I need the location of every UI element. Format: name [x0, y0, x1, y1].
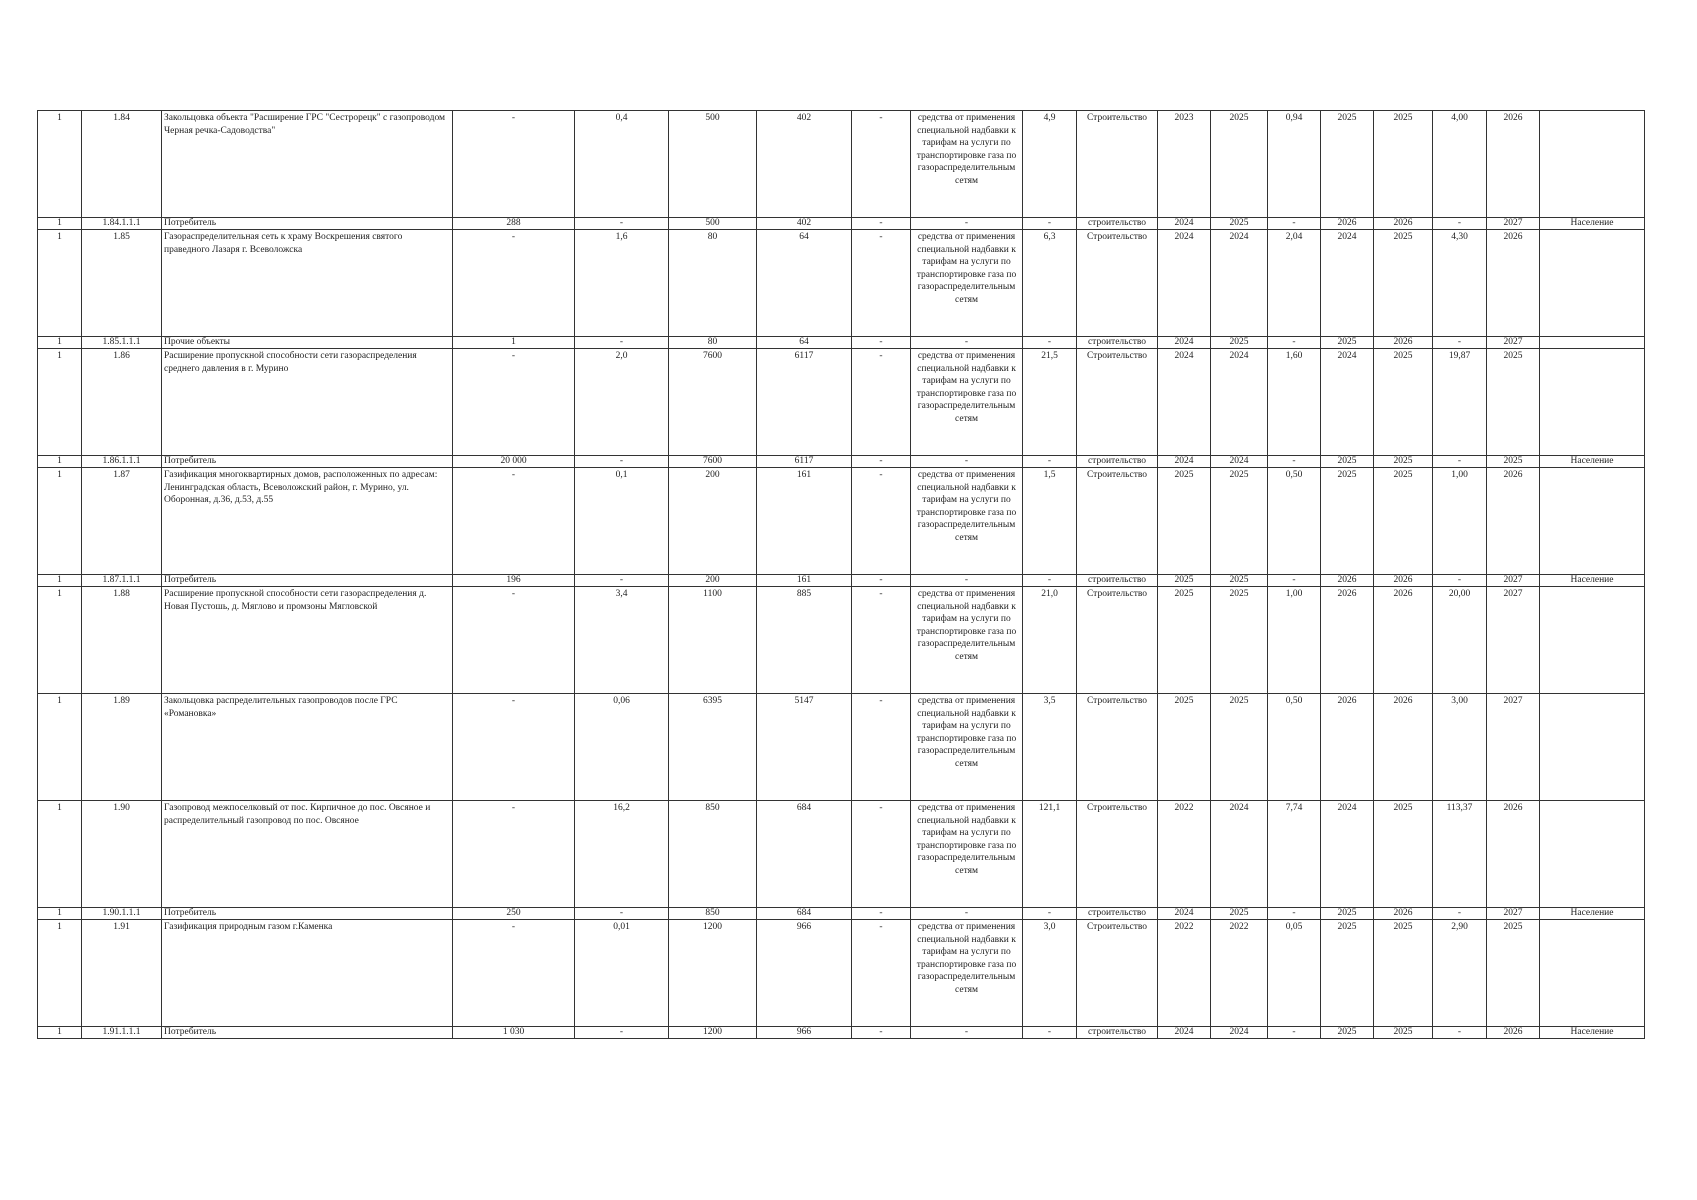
item-number-cell: 1.86	[82, 349, 162, 456]
year-b-cell: 2026	[1374, 908, 1433, 920]
funding-source-cell: средства от применения специальной надбавки к тарифам на услуги по транспортировке газа по газораспределительным сетям	[911, 694, 1023, 801]
start-year-cell: 2025	[1158, 468, 1211, 575]
year-b-cell: 2025	[1374, 111, 1433, 218]
cost-part1-cell: 0,50	[1268, 468, 1321, 575]
start-year-cell: 2024	[1158, 908, 1211, 920]
end-year-cell: 2024	[1211, 230, 1268, 337]
completion-year-cell: 2025	[1487, 349, 1540, 456]
capacity-cell: 7600	[669, 456, 757, 468]
funding-source-cell: средства от применения специальной надбавки к тарифам на услуги по транспортировке газа по газораспределительным сетям	[911, 801, 1023, 908]
consumer-row	[38, 337, 1645, 349]
length-km-cell: 3,4	[575, 587, 669, 694]
consumers-count-cell: -	[453, 111, 575, 218]
cost-part1-cell: 0,50	[1268, 694, 1321, 801]
cost-cell: -	[1023, 575, 1077, 587]
item-number-cell: 1.90.1.1.1	[82, 908, 162, 920]
work-type-cell: Строительство	[1077, 230, 1158, 337]
consumer-row	[38, 456, 1645, 468]
year-b-cell: 2025	[1374, 468, 1433, 575]
completion-year-cell: 2026	[1487, 111, 1540, 218]
year-b-cell: 2025	[1374, 349, 1433, 456]
row-level-cell: 1	[38, 908, 82, 920]
extra-cell: -	[852, 218, 911, 230]
cost-part1-cell: 1,60	[1268, 349, 1321, 456]
length-km-cell: -	[575, 337, 669, 349]
start-year-cell: 2024	[1158, 1027, 1211, 1039]
work-type-cell: строительство	[1077, 337, 1158, 349]
volume-cell: 64	[757, 230, 852, 337]
work-type-cell: Строительство	[1077, 694, 1158, 801]
start-year-cell: 2024	[1158, 456, 1211, 468]
end-year-cell: 2025	[1211, 111, 1268, 218]
project-row	[38, 801, 1645, 908]
item-number-cell: 1.91.1.1.1	[82, 1027, 162, 1039]
project-row	[38, 230, 1645, 337]
row-level-cell: 1	[38, 218, 82, 230]
start-year-cell: 2024	[1158, 337, 1211, 349]
capacity-cell: 1200	[669, 920, 757, 1027]
row-level-cell: 1	[38, 920, 82, 1027]
cost-cell: -	[1023, 337, 1077, 349]
volume-cell: 684	[757, 908, 852, 920]
work-type-cell: строительство	[1077, 1027, 1158, 1039]
end-year-cell: 2024	[1211, 1027, 1268, 1039]
consumers-count-cell: -	[453, 801, 575, 908]
object-name-cell: Газопровод межпоселковый от пос. Кирпичное до пос. Овсяное и распределительный газопровод по пос. Овсяное	[162, 801, 453, 908]
extra-cell: -	[852, 920, 911, 1027]
consumers-count-cell: 1 030	[453, 1027, 575, 1039]
consumers-count-cell: 196	[453, 575, 575, 587]
completion-year-cell: 2025	[1487, 920, 1540, 1027]
cost-part1-cell: -	[1268, 908, 1321, 920]
funding-source-cell: -	[911, 337, 1023, 349]
year-b-cell: 2025	[1374, 920, 1433, 1027]
cost-part1-cell: 1,00	[1268, 587, 1321, 694]
cost-part2-cell: -	[1433, 575, 1487, 587]
year-b-cell: 2026	[1374, 694, 1433, 801]
row-level-cell: 1	[38, 694, 82, 801]
volume-cell: 966	[757, 920, 852, 1027]
start-year-cell: 2025	[1158, 587, 1211, 694]
cost-part2-cell: 3,00	[1433, 694, 1487, 801]
item-number-cell: 1.89	[82, 694, 162, 801]
row-level-cell: 1	[38, 456, 82, 468]
year-a-cell: 2026	[1321, 587, 1374, 694]
completion-year-cell: 2027	[1487, 694, 1540, 801]
volume-cell: 885	[757, 587, 852, 694]
project-row	[38, 694, 1645, 801]
length-km-cell: 0,4	[575, 111, 669, 218]
start-year-cell: 2024	[1158, 349, 1211, 456]
capacity-cell: 80	[669, 337, 757, 349]
object-name-cell: Потребитель	[162, 456, 453, 468]
year-b-cell: 2026	[1374, 575, 1433, 587]
item-number-cell: 1.87.1.1.1	[82, 575, 162, 587]
cost-part1-cell: -	[1268, 456, 1321, 468]
consumer-category-cell: Население	[1540, 456, 1645, 468]
item-number-cell: 1.85	[82, 230, 162, 337]
cost-cell: 21,5	[1023, 349, 1077, 456]
consumer-category-cell: Население	[1540, 1027, 1645, 1039]
work-type-cell: строительство	[1077, 575, 1158, 587]
end-year-cell: 2025	[1211, 575, 1268, 587]
length-km-cell: 0,06	[575, 694, 669, 801]
cost-cell: 121,1	[1023, 801, 1077, 908]
volume-cell: 402	[757, 111, 852, 218]
year-a-cell: 2025	[1321, 908, 1374, 920]
cost-cell: 6,3	[1023, 230, 1077, 337]
consumer-category-cell	[1540, 587, 1645, 694]
year-a-cell: 2026	[1321, 694, 1374, 801]
cost-cell: 3,0	[1023, 920, 1077, 1027]
gas-projects-table	[37, 110, 1645, 1039]
consumer-category-cell	[1540, 230, 1645, 337]
extra-cell: -	[852, 337, 911, 349]
cost-cell: 21,0	[1023, 587, 1077, 694]
cost-part1-cell: -	[1268, 337, 1321, 349]
cost-cell: -	[1023, 456, 1077, 468]
funding-source-cell: -	[911, 575, 1023, 587]
capacity-cell: 850	[669, 908, 757, 920]
table-body	[38, 111, 1645, 1039]
object-name-cell: Потребитель	[162, 575, 453, 587]
end-year-cell: 2024	[1211, 349, 1268, 456]
funding-source-cell: средства от применения специальной надбавки к тарифам на услуги по транспортировке газа по газораспределительным сетям	[911, 111, 1023, 218]
extra-cell: -	[852, 230, 911, 337]
year-b-cell: 2026	[1374, 218, 1433, 230]
year-b-cell: 2026	[1374, 337, 1433, 349]
length-km-cell: -	[575, 456, 669, 468]
end-year-cell: 2025	[1211, 337, 1268, 349]
cost-part2-cell: -	[1433, 456, 1487, 468]
cost-part2-cell: 4,30	[1433, 230, 1487, 337]
length-km-cell: -	[575, 218, 669, 230]
consumer-category-cell	[1540, 111, 1645, 218]
capacity-cell: 200	[669, 575, 757, 587]
object-name-cell: Закольцовка распределительных газопроводов после ГРС «Романовка»	[162, 694, 453, 801]
volume-cell: 6117	[757, 456, 852, 468]
work-type-cell: Строительство	[1077, 349, 1158, 456]
object-name-cell: Потребитель	[162, 1027, 453, 1039]
length-km-cell: -	[575, 575, 669, 587]
cost-part1-cell: -	[1268, 218, 1321, 230]
object-name-cell: Газораспределительная сеть к храму Воскрешения святого праведного Лазаря г. Всеволожска	[162, 230, 453, 337]
cost-part1-cell: 2,04	[1268, 230, 1321, 337]
capacity-cell: 850	[669, 801, 757, 908]
cost-part2-cell: 1,00	[1433, 468, 1487, 575]
consumers-count-cell: -	[453, 920, 575, 1027]
year-a-cell: 2025	[1321, 1027, 1374, 1039]
cost-part2-cell: 2,90	[1433, 920, 1487, 1027]
cost-part2-cell: 19,87	[1433, 349, 1487, 456]
work-type-cell: строительство	[1077, 218, 1158, 230]
work-type-cell: Строительство	[1077, 801, 1158, 908]
project-row	[38, 587, 1645, 694]
end-year-cell: 2024	[1211, 456, 1268, 468]
consumers-count-cell: 1	[453, 337, 575, 349]
project-row	[38, 111, 1645, 218]
consumers-count-cell: 250	[453, 908, 575, 920]
start-year-cell: 2022	[1158, 801, 1211, 908]
row-level-cell: 1	[38, 337, 82, 349]
extra-cell: -	[852, 111, 911, 218]
work-type-cell: Строительство	[1077, 111, 1158, 218]
cost-part2-cell: -	[1433, 218, 1487, 230]
extra-cell: -	[852, 468, 911, 575]
length-km-cell: 1,6	[575, 230, 669, 337]
capacity-cell: 80	[669, 230, 757, 337]
year-b-cell: 2025	[1374, 230, 1433, 337]
cost-part1-cell: 0,94	[1268, 111, 1321, 218]
year-b-cell: 2025	[1374, 456, 1433, 468]
funding-source-cell: -	[911, 1027, 1023, 1039]
cost-part2-cell: 113,37	[1433, 801, 1487, 908]
consumer-category-cell	[1540, 349, 1645, 456]
end-year-cell: 2025	[1211, 587, 1268, 694]
consumer-row	[38, 575, 1645, 587]
row-level-cell: 1	[38, 1027, 82, 1039]
end-year-cell: 2025	[1211, 908, 1268, 920]
extra-cell: -	[852, 587, 911, 694]
project-row	[38, 349, 1645, 456]
year-a-cell: 2026	[1321, 575, 1374, 587]
extra-cell: -	[852, 349, 911, 456]
extra-cell: -	[852, 1027, 911, 1039]
start-year-cell: 2023	[1158, 111, 1211, 218]
completion-year-cell: 2026	[1487, 1027, 1540, 1039]
consumers-count-cell: -	[453, 587, 575, 694]
cost-part2-cell: 4,00	[1433, 111, 1487, 218]
funding-source-cell: средства от применения специальной надбавки к тарифам на услуги по транспортировке газа по газораспределительным сетям	[911, 920, 1023, 1027]
row-level-cell: 1	[38, 111, 82, 218]
project-row	[38, 920, 1645, 1027]
consumers-count-cell: -	[453, 349, 575, 456]
year-a-cell: 2024	[1321, 230, 1374, 337]
item-number-cell: 1.87	[82, 468, 162, 575]
year-a-cell: 2025	[1321, 456, 1374, 468]
completion-year-cell: 2026	[1487, 801, 1540, 908]
cost-cell: 4,9	[1023, 111, 1077, 218]
capacity-cell: 7600	[669, 349, 757, 456]
start-year-cell: 2022	[1158, 920, 1211, 1027]
extra-cell: -	[852, 575, 911, 587]
start-year-cell: 2024	[1158, 230, 1211, 337]
completion-year-cell: 2027	[1487, 587, 1540, 694]
consumer-row	[38, 908, 1645, 920]
consumer-category-cell: Население	[1540, 218, 1645, 230]
extra-cell: -	[852, 801, 911, 908]
end-year-cell: 2025	[1211, 468, 1268, 575]
capacity-cell: 500	[669, 218, 757, 230]
work-type-cell: строительство	[1077, 456, 1158, 468]
item-number-cell: 1.88	[82, 587, 162, 694]
row-level-cell: 1	[38, 468, 82, 575]
item-number-cell: 1.86.1.1.1	[82, 456, 162, 468]
volume-cell: 684	[757, 801, 852, 908]
volume-cell: 161	[757, 575, 852, 587]
consumer-category-cell	[1540, 801, 1645, 908]
end-year-cell: 2022	[1211, 920, 1268, 1027]
year-b-cell: 2025	[1374, 801, 1433, 908]
object-name-cell: Газификация многоквартирных домов, расположенных по адресам: Ленинградская область, Всеволожский район, г. Мурино, ул. Оборонная, д.36, д.53, д.55	[162, 468, 453, 575]
work-type-cell: Строительство	[1077, 587, 1158, 694]
year-a-cell: 2024	[1321, 801, 1374, 908]
document-sheet	[37, 110, 1645, 1039]
volume-cell: 161	[757, 468, 852, 575]
consumer-category-cell	[1540, 920, 1645, 1027]
extra-cell: -	[852, 456, 911, 468]
cost-part2-cell: -	[1433, 1027, 1487, 1039]
row-level-cell: 1	[38, 575, 82, 587]
year-b-cell: 2026	[1374, 587, 1433, 694]
cost-cell: 1,5	[1023, 468, 1077, 575]
start-year-cell: 2025	[1158, 575, 1211, 587]
completion-year-cell: 2026	[1487, 468, 1540, 575]
cost-cell: -	[1023, 218, 1077, 230]
year-a-cell: 2024	[1321, 349, 1374, 456]
row-level-cell: 1	[38, 801, 82, 908]
year-a-cell: 2025	[1321, 468, 1374, 575]
cost-part1-cell: 7,74	[1268, 801, 1321, 908]
start-year-cell: 2025	[1158, 694, 1211, 801]
length-km-cell: 16,2	[575, 801, 669, 908]
length-km-cell: 0,1	[575, 468, 669, 575]
row-level-cell: 1	[38, 349, 82, 456]
item-number-cell: 1.91	[82, 920, 162, 1027]
project-row	[38, 468, 1645, 575]
cost-part2-cell: 20,00	[1433, 587, 1487, 694]
end-year-cell: 2024	[1211, 801, 1268, 908]
completion-year-cell: 2027	[1487, 218, 1540, 230]
consumer-category-cell	[1540, 337, 1645, 349]
extra-cell: -	[852, 694, 911, 801]
funding-source-cell: -	[911, 218, 1023, 230]
length-km-cell: 2,0	[575, 349, 669, 456]
capacity-cell: 1200	[669, 1027, 757, 1039]
object-name-cell: Потребитель	[162, 908, 453, 920]
work-type-cell: строительство	[1077, 908, 1158, 920]
item-number-cell: 1.85.1.1.1	[82, 337, 162, 349]
completion-year-cell: 2026	[1487, 230, 1540, 337]
volume-cell: 6117	[757, 349, 852, 456]
funding-source-cell: -	[911, 908, 1023, 920]
cost-part2-cell: -	[1433, 908, 1487, 920]
item-number-cell: 1.84	[82, 111, 162, 218]
end-year-cell: 2025	[1211, 694, 1268, 801]
cost-cell: -	[1023, 1027, 1077, 1039]
year-a-cell: 2026	[1321, 218, 1374, 230]
volume-cell: 64	[757, 337, 852, 349]
cost-part2-cell: -	[1433, 337, 1487, 349]
item-number-cell: 1.90	[82, 801, 162, 908]
object-name-cell: Прочие объекты	[162, 337, 453, 349]
extra-cell: -	[852, 908, 911, 920]
consumer-category-cell: Население	[1540, 575, 1645, 587]
consumer-row	[38, 218, 1645, 230]
consumers-count-cell: 20 000	[453, 456, 575, 468]
length-km-cell: -	[575, 908, 669, 920]
consumers-count-cell: -	[453, 694, 575, 801]
cost-part1-cell: 0,05	[1268, 920, 1321, 1027]
cost-cell: -	[1023, 908, 1077, 920]
volume-cell: 5147	[757, 694, 852, 801]
completion-year-cell: 2027	[1487, 337, 1540, 349]
consumers-count-cell: -	[453, 468, 575, 575]
funding-source-cell: средства от применения специальной надбавки к тарифам на услуги по транспортировке газа по газораспределительным сетям	[911, 587, 1023, 694]
work-type-cell: Строительство	[1077, 920, 1158, 1027]
volume-cell: 402	[757, 218, 852, 230]
start-year-cell: 2024	[1158, 218, 1211, 230]
consumer-category-cell	[1540, 468, 1645, 575]
volume-cell: 966	[757, 1027, 852, 1039]
year-b-cell: 2025	[1374, 1027, 1433, 1039]
object-name-cell: Газификация природным газом г.Каменка	[162, 920, 453, 1027]
capacity-cell: 1100	[669, 587, 757, 694]
length-km-cell: 0,01	[575, 920, 669, 1027]
object-name-cell: Расширение пропускной способности сети газораспределения среднего давления в г. Мурино	[162, 349, 453, 456]
year-a-cell: 2025	[1321, 920, 1374, 1027]
capacity-cell: 6395	[669, 694, 757, 801]
end-year-cell: 2025	[1211, 218, 1268, 230]
row-level-cell: 1	[38, 230, 82, 337]
item-number-cell: 1.84.1.1.1	[82, 218, 162, 230]
year-a-cell: 2025	[1321, 337, 1374, 349]
object-name-cell: Потребитель	[162, 218, 453, 230]
capacity-cell: 500	[669, 111, 757, 218]
consumers-count-cell: -	[453, 230, 575, 337]
object-name-cell: Закольцовка объекта "Расширение ГРС "Сестрорецк" с газопроводом Черная речка-Садоводства"	[162, 111, 453, 218]
cost-part1-cell: -	[1268, 575, 1321, 587]
work-type-cell: Строительство	[1077, 468, 1158, 575]
completion-year-cell: 2025	[1487, 456, 1540, 468]
object-name-cell: Расширение пропускной способности сети газораспределения д. Новая Пустошь, д. Мяглово и промзоны Мягловской	[162, 587, 453, 694]
capacity-cell: 200	[669, 468, 757, 575]
row-level-cell: 1	[38, 587, 82, 694]
cost-cell: 3,5	[1023, 694, 1077, 801]
cost-part1-cell: -	[1268, 1027, 1321, 1039]
funding-source-cell: средства от применения специальной надбавки к тарифам на услуги по транспортировке газа по газораспределительным сетям	[911, 468, 1023, 575]
year-a-cell: 2025	[1321, 111, 1374, 218]
length-km-cell: -	[575, 1027, 669, 1039]
funding-source-cell: средства от применения специальной надбавки к тарифам на услуги по транспортировке газа по газораспределительным сетям	[911, 349, 1023, 456]
completion-year-cell: 2027	[1487, 908, 1540, 920]
consumer-category-cell	[1540, 694, 1645, 801]
consumer-row	[38, 1027, 1645, 1039]
consumer-category-cell: Население	[1540, 908, 1645, 920]
consumers-count-cell: 288	[453, 218, 575, 230]
completion-year-cell: 2027	[1487, 575, 1540, 587]
funding-source-cell: средства от применения специальной надбавки к тарифам на услуги по транспортировке газа по газораспределительным сетям	[911, 230, 1023, 337]
funding-source-cell: -	[911, 456, 1023, 468]
